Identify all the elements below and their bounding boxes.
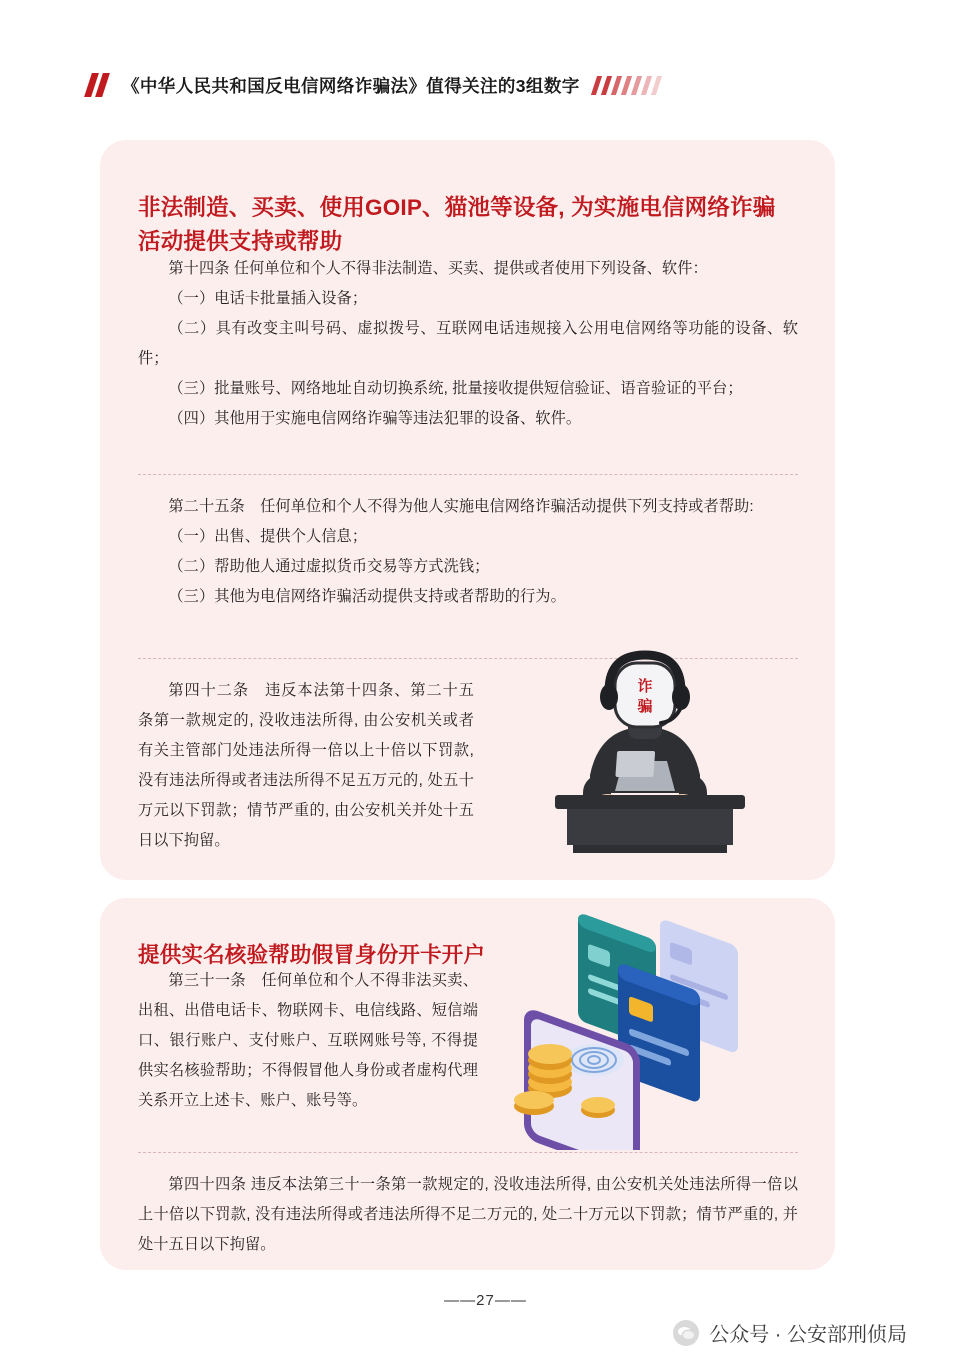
paragraph: 第三十一条 任何单位和个人不得非法买卖、出租、出借电话卡、物联网卡、电信线路、短信端口、银行账户、支付账户、互联网账号等, 不得提供实名核验帮助；不得假冒他人身份或者虚构代理关系开立上述卡、账户、账号等。	[138, 972, 478, 1109]
header-left-stripes-icon	[88, 73, 110, 97]
mask-label-line1: 诈	[637, 678, 653, 695]
article-card-realname	[100, 898, 835, 1270]
card-2-divider-1	[138, 1152, 798, 1153]
fraudster-at-desk-illustration	[495, 625, 795, 855]
footer-account-label: 公众号 · 公安部刑侦局	[709, 1324, 907, 1346]
wechat-icon	[673, 1320, 699, 1346]
footer-account	[673, 1318, 907, 1347]
paragraph: （三）其他为电信网络诈骗活动提供支持或者帮助的行为。	[168, 588, 566, 605]
paragraph: 第十四条 任何单位和个人不得非法制造、买卖、提供或者使用下列设备、软件：	[168, 260, 708, 277]
card-2-title: 提供实名核验帮助假冒身份开卡开户	[138, 942, 486, 967]
page-number: ——27——	[444, 1292, 527, 1309]
paragraph: （三）批量账号、网络地址自动切换系统, 批量接收提供短信验证、语音验证的平台；	[168, 380, 743, 397]
card-1-title: 非法制造、买卖、使用GOIP、猫池等设备, 为实施电信网络诈骗活动提供支持或帮助	[138, 194, 776, 254]
paragraph: 第四十四条 违反本法第三十一条第一款规定的, 没收违法所得, 由公安机关处违法所得一倍以上十倍以下罚款, 没有违法所得或者违法所得不足二万元的, 处二十万元以下罚款；情节严重的, 并处十五日以下拘留。	[138, 1176, 798, 1253]
page-header	[88, 68, 883, 102]
card-2-block-article31	[138, 966, 478, 1116]
paragraph: 第四十二条 违反本法第十四条、第二十五条第一款规定的, 没收违法所得, 由公安机关或者有关主管部门处违法所得一倍以上十倍以下罚款, 没有违法所得或者违法所得不足五万元的, 处五十万元以下罚款；情节严重的, 由公安机关并处十五日以下拘留。	[138, 682, 474, 849]
card-1-divider-1	[138, 474, 798, 475]
paragraph: （二）帮助他人通过虚拟货币交易等方式洗钱；	[168, 558, 490, 575]
paragraph: （一）出售、提供个人信息；	[168, 528, 368, 545]
paragraph: 第二十五条 任何单位和个人不得为他人实施电信网络诈骗活动提供下列支持或者帮助:	[168, 498, 754, 515]
paragraph: （二）具有改变主叫号码、虚拟拨号、互联网电话违规接入公用电信网络等功能的设备、软件；	[138, 320, 798, 367]
card-1-block-article25	[138, 492, 798, 612]
paragraph: （一）电话卡批量插入设备；	[168, 290, 368, 307]
mask-label-line2: 骗	[637, 698, 653, 715]
card-2-block-article44	[138, 1170, 798, 1260]
header-right-stripes-icon	[594, 75, 883, 95]
page-title: 《中华人民共和国反电信网络诈骗法》值得关注的3组数字	[122, 75, 580, 96]
article-card-goip	[100, 140, 835, 880]
bank-cards-phone-illustration	[490, 910, 800, 1150]
card-1-block-article14	[138, 254, 798, 434]
paragraph: （四）其他用于实施电信网络诈骗等违法犯罪的设备、软件。	[168, 410, 582, 427]
card-1-block-article42	[138, 676, 474, 856]
